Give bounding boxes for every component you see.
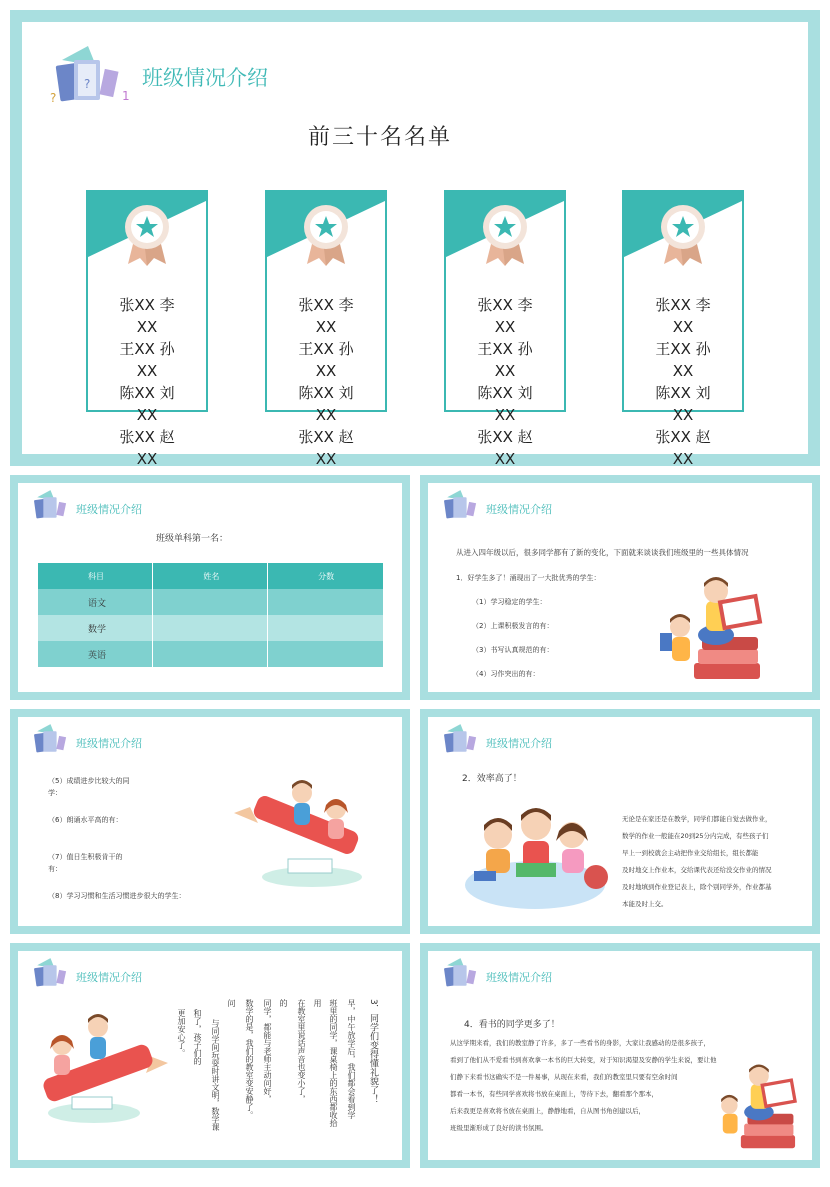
vertical-text: 问 <box>227 999 236 1007</box>
books-icon <box>28 723 74 757</box>
intro-text: 从进入四年级以后，很多同学都有了新的变化，下面就来谈谈我们班级里的一些具体情况 <box>456 548 749 557</box>
children-reading-illustration <box>654 571 766 689</box>
slide-2 <box>10 475 410 700</box>
list-item: （6）朗诵水平高的有： <box>48 816 123 824</box>
page-title: 前三十名名单 <box>308 125 453 150</box>
paragraph: 无论是在家还是在教学，同学们都能自觉去做作业， 数学的作业一般能在20到25分内完成，有些孩子们 早上一到校就会主动把作业交给组长，组长都能 及时地交上作业本，交给课代表还给没交作业的情况 及时地填到作业登记表上，除个别同学外，作业都基 本能及时上交。 <box>622 815 772 908</box>
pencil-riders-illustration <box>34 1013 174 1129</box>
slide-6 <box>10 943 410 1168</box>
svg-text:?: ? <box>84 77 91 91</box>
vertical-text: 早，中午放学后，我们都会看到学 <box>347 999 356 1119</box>
vertical-text: 更加安心了。 <box>177 1009 186 1057</box>
header-title: 班级情况介绍 <box>76 737 142 750</box>
point-1: 1．好学生多了！涌现出了一大批优秀的学生： <box>456 574 601 582</box>
list-item: （2）上课积极发言的有： <box>472 622 554 630</box>
table-row: 数学 <box>38 615 384 641</box>
books-icon <box>44 44 134 110</box>
list-item: （7）值日生积极肯干的 有： <box>48 853 123 873</box>
list-item: （4）习作突出的有： <box>472 670 540 678</box>
vertical-text: 3．同学们变得懂礼貌了！ <box>368 999 378 1104</box>
header-title: 班级情况介绍 <box>142 66 268 90</box>
vertical-text: 用 <box>313 999 322 1007</box>
books-icon <box>438 489 484 523</box>
header-title: 班级情况介绍 <box>76 503 142 516</box>
children-reading-illustration <box>708 1059 800 1157</box>
star-medal-icon <box>303 204 349 266</box>
name-card-4: 张XX 李 XX 王XX 孙 XX 陈XX 刘 XX 张XX 赵 XX <box>622 190 742 410</box>
header-title: 班级情况介绍 <box>486 737 552 750</box>
books-icon <box>438 723 484 757</box>
vertical-text: 的 <box>279 999 288 1007</box>
vertical-text: 同学，都能与老师主动问好， <box>263 999 272 1103</box>
vertical-text: 数学的是，我们的教室变安静了。 <box>245 999 254 1119</box>
name-card-2: 张XX 李 XX 王XX 孙 XX 陈XX 刘 XX 张XX 赵 XX <box>265 190 385 410</box>
kids-group-illustration <box>460 793 610 913</box>
name-card-3: 张XX 李 XX 王XX 孙 XX 陈XX 刘 XX 张XX 赵 XX <box>444 190 564 410</box>
table-row: 英语 <box>38 641 384 667</box>
header-title: 班级情况介绍 <box>486 971 552 984</box>
table-heading: 班级单科第一名： <box>156 534 229 544</box>
vertical-text: 班里的同学，课桌椅上的东西都收拾 <box>329 999 338 1127</box>
vertical-text: 与同学间玩耍时讲文明，数学课 <box>211 1019 220 1131</box>
header-title: 班级情况介绍 <box>76 971 142 984</box>
table-header: 姓名 <box>153 563 268 589</box>
pencil-riders-illustration <box>228 773 372 893</box>
vertical-text-block <box>177 999 380 1149</box>
paragraph: 从这学期来看，我们的教室静了许多，多了一些看书的身影，大家让我感动的是很多孩子， 看到了他们从不爱看书到喜欢拿一本书的巨大转变，对于知识渴望及安静的学生来说，要让他 们静下来看书这确实不是一件易事，从现在来看，我们的教室里只要有空余时间 都看一本书，有些同学喜欢将书放在桌面上，等待下去，翻看那个那本， 后来我更是喜欢将书放在桌面上，静静地看，自从图书角创建以后， 班级里渐形成了良好的读书氛围。 <box>450 1039 717 1132</box>
svg-text:1: 1 <box>122 89 130 103</box>
slide-1 <box>10 10 820 466</box>
books-icon <box>28 957 74 991</box>
list-item: （1）学习稳定的学生： <box>472 598 547 606</box>
vertical-text: 在教室里说话声音也变小了， <box>297 999 306 1103</box>
table-header: 分数 <box>268 563 384 589</box>
point-2: 2．效率高了！ <box>462 774 522 784</box>
slide-5 <box>420 709 820 934</box>
list-item: （8）学习习惯和生活习惯进步很大的学生： <box>48 892 186 900</box>
list-item: （3）书写认真规范的有： <box>472 646 554 654</box>
slide-7 <box>420 943 820 1168</box>
slide-4 <box>10 709 410 934</box>
svg-text:?: ? <box>50 91 57 105</box>
list-item: （5）成绩进步比较大的同 学： <box>48 777 130 797</box>
table-header: 科目 <box>38 563 153 589</box>
top-students-table <box>38 563 384 667</box>
vertical-text: 和了，孩子们的 <box>193 1009 202 1065</box>
header-title: 班级情况介绍 <box>486 503 552 516</box>
books-icon <box>438 957 484 991</box>
star-medal-icon <box>124 204 170 266</box>
name-card-1: 张XX 李 XX 王XX 孙 XX 陈XX 刘 XX 张XX 赵 XX <box>86 190 206 410</box>
point-4: 4．看书的同学更多了！ <box>464 1020 560 1030</box>
star-medal-icon <box>482 204 528 266</box>
star-medal-icon <box>660 204 706 266</box>
slide-3 <box>420 475 820 700</box>
table-row: 语文 <box>38 589 384 615</box>
books-icon <box>28 489 74 523</box>
